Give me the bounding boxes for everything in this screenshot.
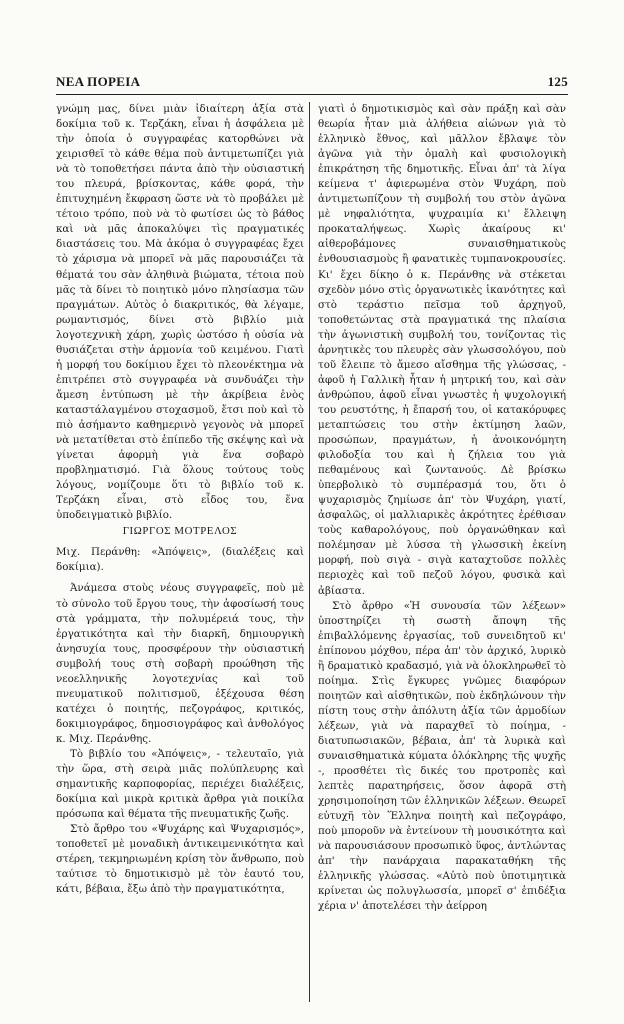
journal-title: ΝΕΑ ΠΟΡΕΙΑ <box>56 74 141 89</box>
author-signature: ΓΙΩΡΓΟΣ ΜΟΤΡΕΛΟΣ <box>122 525 238 538</box>
page-header <box>56 74 568 96</box>
review-heading: Μιχ. Περάνθη: «Ἀπόψεις», (διαλέξεις καὶ δοκίμια). <box>56 546 304 574</box>
paragraph: Ἀνάμεσα στοὺς νέους συγγραφεῖς, ποὺ μὲ τὸ σύνολο τοῦ ἔργου τους, τὴν ἀφοσίωσή τους στὰ γράμματα, τὴν πολυμέρειά τους, τὴν ἐργατικότητα καὶ τὴν διαρκῆ, δημιουργικὴ ἀνησυχία τους, προσφέρουν τὴν οὐσιαστική συμβολή τους στὴ σοβαρὴ προώθηση τῆς νεοελληνικῆς λογοτεχνίας καὶ τοῦ πνευματικοῦ πολιτισμοῦ, ἐξέχουσα θέση κατέχει ὁ ποιητής, πεζογράφος, κριτικός, δοκιμιογράφος, δημοσιογράφος καὶ ἀνθολόγος κ. Μιχ. Περάνθης. <box>56 582 304 745</box>
page-number: 125 <box>547 74 568 89</box>
paragraph: Τὸ βιβλίο του «Ἀπόψεις», - τελευταῖο, γιὰ τὴν ὥρα, στὴ σειρὰ μιᾶς πολύπλευρης καὶ σημαντικῆς καρποφορίας, περιέχει διαλέξεις, δοκίμια καὶ μικρὰ κριτικὰ ἄρθρα γιὰ ποικίλα πρόσωπα καὶ θέματα τῆς πνευματικῆς ζωῆς. <box>56 747 304 821</box>
header-rule <box>56 94 568 95</box>
right-column <box>318 102 566 1007</box>
paragraph: Στὸ ἄρθρο «Ἡ συνουσία τῶν λέξεων» ὑποστηρίζει τὴ σωστὴ ἄποψη τῆς ἐπιβαλλόμενης ἐργασίας, τοῦ συνειδητοῦ κι' ἐπίπονου μόχθου, πέρα ἀπ' τὸν ἀρχικό, λυρικὸ ἢ δραματικὸ κραδασμό, γιὰ νὰ ὁλοκληρωθεῖ τὸ ποίημα. Στὶς ἔγκυρες γνῶμες διαφόρων ποιητῶν καὶ αἰσθητικῶν, ποὺ ἐκδηλώνουν τὴν πίστη τους στὴν ἀπόλυτη ἀξία τῶν ἁρμοδίων λέξεων, γιὰ νὰ παραχθεῖ τὸ ποίημα, - διατυπωσιακῶν, βέβαια, ἀπ' τὰ λυρικὰ καὶ συναισθηματικὰ κύματα ὁλόκληρης τῆς ψυχῆς -, προσθέτει τὶς δικές του προτροπὲς καὶ λεπτὲς παρατηρήσεις, ὅσον ἀφορᾶ στὴ χρησιμοποίηση τῶν ἑλληνικῶν λέξεων. Θεωρεῖ εὐτυχῆ τὸν Ἕλληνα ποιητὴ καὶ πεζογράφο, ποὺ μποροῦν νὰ ἐντείνουν τὴ μουσικότητα καὶ νὰ παρουσιάσουν προσωπικὸ ὕφος, ἀντλώντας ἀπ' τὴν πανάρχαια παρακαταθήκη τῆς ἑλληνικῆς γλώσσας. «Αὐτὸ ποὺ ὑποτιμητικὰ κρίνεται ὡς πολυγλωσσία, μπορεῖ σ' ἐπιδέξια χέρια ν' ἀποτελέσει τὴν ἀείρροη <box>318 599 566 913</box>
paragraph: γνώμη μας, δίνει μιὰν ἰδιαίτερη ἀξία στὰ δοκίμια τοῦ κ. Τερζάκη, εἶναι ἡ ἀσφάλεια μὲ τὴν ὁποία ὁ συγγραφέας κατορθώνει νὰ χειρισθεῖ τὸ κάθε θέμα ποὺ ἀντιμετωπίζει γιὰ νὰ τὸ τοποθετήσει πάντα ἀπὸ τὴν οὐσιαστική του πλευρά, βρίσκοντας, κάθε φορά, τὴν ἐπιτυχημένη ἔκφραση ὥστε νὰ τὸ προβάλει μὲ τέτοιο τρόπο, ποὺ νὰ τὸ φωτίσει ὡς τὸ βάθος καὶ νὰ μᾶς ἀποκαλύψει τὶς πραγματικές διαστάσεις του. Μὰ ἀκόμα ὁ συγγραφέας ἔχει τὸ χάρισμα νὰ μπορεῖ νὰ μᾶς παρουσιάζει τὰ θέματά του σὰν ἀληθινὰ βιώματα, τέτοια ποὺ μᾶς τὰ δίνει τὸ ποιητικὸ μόνο πλησίασμα τῶν πραγμάτων. Αὐτὸς ὁ διακριτικός, θὰ λέγαμε, ρωμαντισμός, δίνει στὸ βιβλίο μιὰ λογοτεχνικὴ χάρη, χωρὶς ὡστόσο ἡ οὐσία νὰ θυσιάζεται στὴν ἁρμονία τοῦ κειμένου. Γιατὶ ἡ μορφή του δοκίμιου ἔχει τὸ πλεονέκτημα νὰ ἐπιτρέπει στὸ συγγραφέα νὰ συνδυάζει τὴν ἄμεση ἐντύπωση μὲ τὴν ἀκρίβεια ἑνὸς καταστάλαγμένου στοχασμοῦ, ἔτσι ποὺ καὶ τὸ πιὸ ἀσήμαντο καθημερινὸ γεγονὸς νὰ μπορεῖ νὰ μετατίθεται στὸ ἐπίπεδο τῆς σκέψης καὶ νὰ γίνεται ἀφορμὴ γιὰ ἕνα σοβαρὸ προβληματισμό. Γιὰ ὅλους τούτους τοὺς λόγους, νομίζουμε ὅτι τὸ βιβλίο τοῦ κ. Τερζάκη εἶναι, στὸ εἶδος του, ἕνα ὑποδειγματικὸ βιβλίο. <box>56 103 304 522</box>
left-column <box>56 102 304 1007</box>
paragraph: Στὸ ἄρθρο του «Ψυχάρης καὶ Ψυχαρισμός», τοποθετεῖ μὲ μοναδικὴ ἀντικειμενικότητα καὶ στέρεη, τεκμηριωμένη κρίση τὸν ἄνθρωπο, ποὺ ταύτισε τὸ δημοτικισμὸ μὲ τὸν ἑαυτό του, κάτι, βέβαια, ἔξω ἀπὸ τὴν πραγματικότητα, <box>56 823 304 896</box>
paragraph: γιατὶ ὁ δημοτικισμὸς καὶ σὰν πράξη καὶ σὰν θεωρία ἦταν μιὰ ἀλήθεια αἰώνων γιὰ τὸ ἑλληνικὸ ἔθνος, καὶ μᾶλλον ἔβλαψε τὸν ἀγῶνα γιὰ τὴν ὁμαλὴ καὶ φυσιολογικὴ ἐπικράτηση τῆς δημοτικῆς. Εἶναι ἀπ' τὰ λίγα κείμενα τ' ἀφιερωμένα στὸν Ψυχάρη, ποὺ ἀντιμετωπίζουν τὴ συμβολή του στὸν ἀγῶνα μὲ νηφαλιότητα, ψυχραιμία κι' ἔλλειψη προκαταλήψεως. Χωρὶς ἀκαίρους κι' αἱθεροβάμονες συναισθηματικοὺς ἐνθουσιασμοὺς ἢ φανατικὲς τυμπανοκρουσίες. Κι' ἔχει δίκηο ὁ κ. Περάνθης νὰ στέκεται σχεδὸν μόνο στὶς ὀργανωτικὲς ἱκανότητες καὶ στὸ τεράστιο πεῖσμα τοῦ ἀρχηγοῦ, τοποθετώντας στὰ πραγματικά της πλαίσια τὴν ἀγωνιστικὴ συμβολή του, τονίζοντας τὶς ἀρνητικὲς του πλευρὲς σὰν γλωσσολόγου, ποὺ τοῦ ἔλειπε τὸ ἄμεσο αἴσθημα τῆς γλώσσας, - ἀφοῦ ἡ Γαλλικὴ ἦταν ἡ μητρική του, καὶ σὰν ἀνθρώπου, ἀφοῦ εἶναι γνωστὲς ἡ ψυχολογική του ρευστότης, ἡ ἔπαρσή του, οἱ κατακόρυφες μεταπτώσεις του στὴν ἐκτίμηση λαῶν, προσώπων, πραγμάτων, ἡ ἀνοικονόμητη φιλοδοξία του καὶ ἡ ζήλεια του γιὰ πεθαμένους καὶ ζωντανούς. Δὲ βρίσκω ὑπερβολικὸ τὸ συμπέρασμά του, ὅτι ὁ ψυχαρισμὸς ζημίωσε ἀπ' τὸν Ψυχάρη, γιατί, ἀσφαλῶς, οἱ μαλλιαρικὲς ἀκρότητες ἐρέθισαν τοὺς καθαρολόγους, ποὺ ὀργανώθηκαν καὶ πολέμησαν μὲ λύσσα τὴ γλωσσικὴ ἐκείνη μορφή, ποὺ σιγὰ - σιγὰ καταχτοῦσε πολλὲς περιοχὲς καὶ τοῦ πεζοῦ λόγου, φυσικὰ καὶ ἀβίαστα. <box>318 103 566 597</box>
column-divider <box>309 102 310 1002</box>
